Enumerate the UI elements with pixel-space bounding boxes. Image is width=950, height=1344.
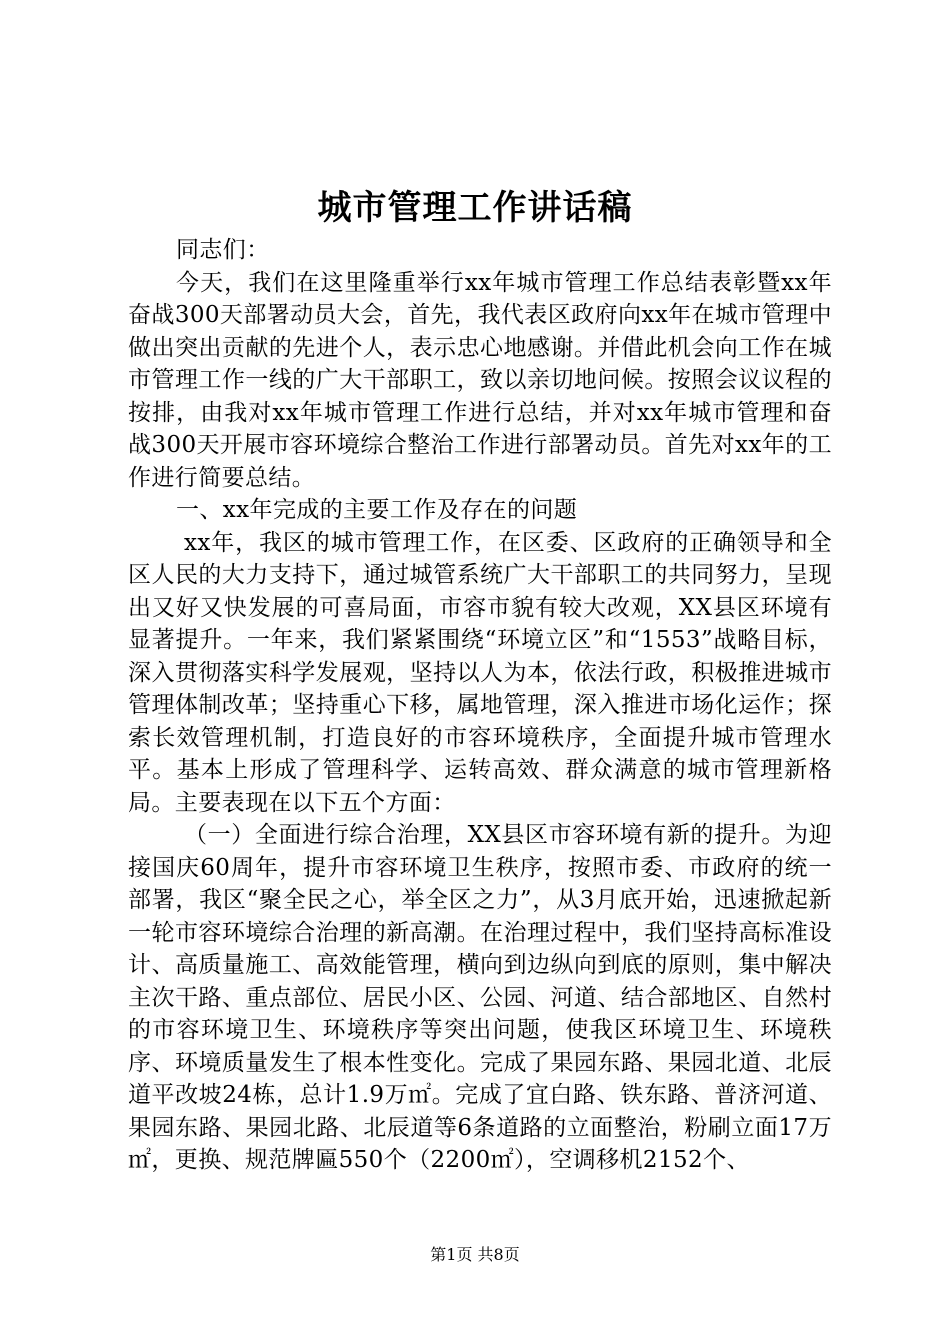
body-paragraph: （一）全面进行综合治理，XX县区市容环境有新的提升。为迎接国庆60周年，提升市容环境卫生秩序，按照市委、市政府的统一部署，我区“聚全民之心，举全区之力”，从3月底开始，迅速掀起新一轮市容环境综合治理的新高潮。在治理过程中，我们坚持高标准设计、高质量施工、高效能管理，横向到边纵向到底的原则，集中解决主次干路、重点部位、居民小区、公园、河道、结合部地区、自然村的市容环境卫生、环境秩序等突出问题，使我区环境卫生、环境秩序、环境质量发生了根本性变化。完成了果园东路、果园北道、北辰道平改坡24栋，总计1.9万㎡。完成了宜白路、铁东路、普济河道、果园东路、果园北路、北辰道等6条道路的立面整治，粉刷立面17万㎡，更换、规范牌匾550个（2200㎡），空调移机2152个、	[128, 822, 832, 1173]
section-heading: 一、xx年完成的主要工作及存在的问题	[176, 497, 578, 523]
body-paragraph: 今天，我们在这里隆重举行xx年城市管理工作总结表彰暨xx年奋战300天部署动员大会，首先，我代表区政府向xx年在城市管理中做出突出贡献的先进个人，表示忠心地感谢。并借此机会向工作在城市管理工作一线的广大干部职工，致以亲切地问候。按照会议议程的按排，由我对xx年城市管理工作进行总结，并对xx年城市管理和奋战300天开展市容环境综合整治工作进行部署动员。首先对xx年的工作进行简要总结。	[128, 269, 832, 491]
document-body	[128, 234, 832, 1177]
document-title: 城市管理工作讲话稿	[317, 188, 633, 228]
salutation-paragraph: 同志们：	[176, 237, 270, 263]
body-paragraph: xx年，我区的城市管理工作，在区委、区政府的正确领导和全区人民的大力支持下，通过城管系统广大干部职工的共同努力，呈现出又好又快发展的可喜局面，市容市貌有较大改观，XX县区环境有显著提升。一年来，我们紧紧围绕“环境立区”和“1553”战略目标，深入贯彻落实科学发展观，坚持以人为本，依法行政，积极推进城市管理体制改革；坚持重心下移，属地管理，深入推进市场化运作；探索长效管理机制，打造良好的市容环境秩序，全面提升城市管理水平。基本上形成了管理科学、运转高效、群众满意的城市管理新格局。主要表现在以下五个方面：	[128, 529, 832, 816]
page-number-footer: 第1页 共8页	[430, 1245, 520, 1264]
